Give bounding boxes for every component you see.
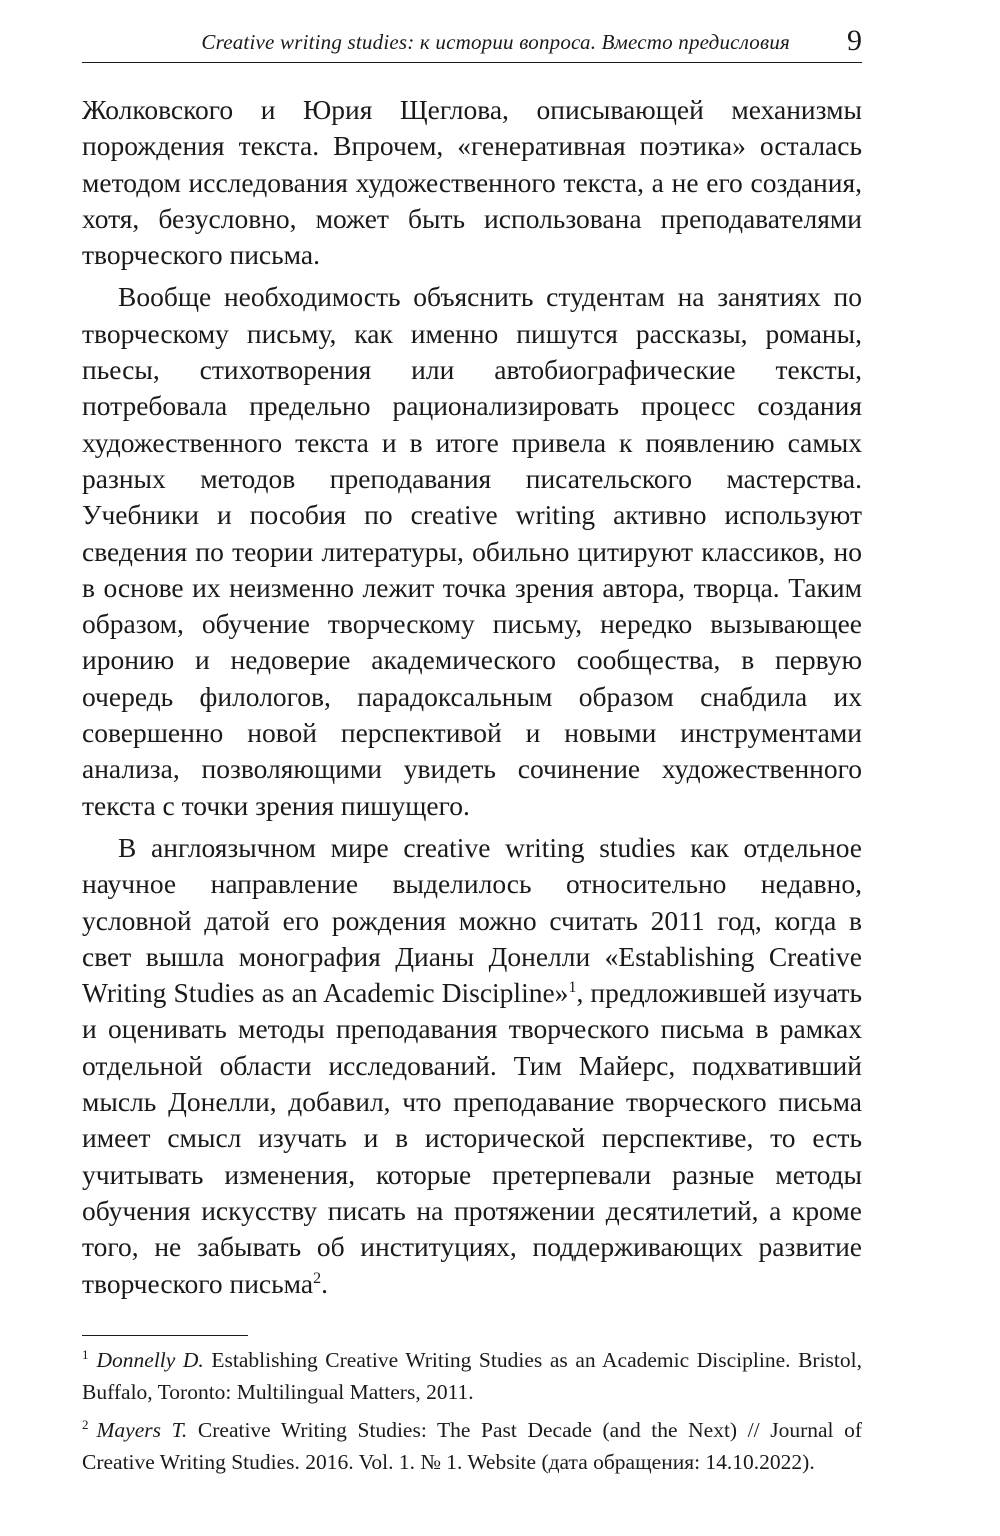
- footnote-ref-2: 2: [313, 1269, 322, 1287]
- paragraph-2: Вообще необходимость объяснить студентам на занятиях по творческому письму, как именно пишутся рассказы, романы, пьесы, стихотворения или автобиографические тексты, потребовала предельно рационализировать процесс создания художественного текста и в итоге привела к появлению самых разных методов преподавания писательского мастерства. Учебники и пособия по creative writing активно используют сведения по теории литературы, обильно цитируют классиков, но в основе их неизменно лежит точка зрения автора, творца. Таким образом, обучение творческому письму, нередко вызывающее иронию и недоверие академического сообщества, в первую очередь филологов, парадоксальным образом снабдила их совершенно новой перспективой и новыми инструментами анализа, позволяющими увидеть сочинение художественного текста с точки зрения пишущего.: [82, 281, 862, 821]
- running-title: Creative writing studies: к истории вопроса. Вместо предисловия: [201, 30, 790, 54]
- footnote-1-text: Establishing Creative Writing Studies as an Academic Discipline. Bristol, Buffalo, Toronto: Multilingual Matters, 2011.: [82, 1348, 862, 1404]
- footnote-divider: [82, 1335, 248, 1336]
- running-header: [82, 24, 862, 63]
- footnote-marker-1: 1: [82, 1347, 89, 1362]
- footnote-1: [82, 1345, 862, 1408]
- footnotes: [82, 1345, 862, 1485]
- paragraph-3-text-start: В англоязычном мире creative writing studies как отдельное научное направление выделилось относительно недавно, условной датой его рождения можно считать 2011 год, когда в свет вышла монография Дианы Донелли «Establishing Creative Writing Studies as an Academic Discipline»: [82, 831, 862, 1009]
- paragraph-3-text-middle: , предложившей изучать и оценивать методы преподавания творческого письма в рамках отдельной области исследований. Тим Майерс, подхвативший мысль Донелли, добавил, что преподавание творческого письма имеет смысл изучать и в исторической перспективе, то есть учитывать изменения, которые претерпевали разные методы обучения искусству писать на протяжении десятилетий, а кроме того, не забывать об институциях, поддерживающих развитие творческого письма: [82, 977, 863, 1299]
- footnote-ref-1: 1: [568, 979, 577, 997]
- main-text: [82, 92, 862, 1302]
- book-page: [82, 0, 862, 1536]
- footnote-2-text: Creative Writing Studies: The Past Decade (and the Next) // Journal of Creative Writing Studies. 2016. Vol. 1. № 1. Website (дата обращения: 14.10.2022).: [82, 1418, 862, 1474]
- page-number: 9: [847, 24, 862, 57]
- footnote-marker-2: 2: [82, 1417, 89, 1432]
- footnote-1-author: Donnelly D.: [96, 1348, 204, 1372]
- paragraph-3: [82, 830, 862, 1302]
- footnote-2-author: Mayers T.: [96, 1418, 188, 1442]
- paragraph-3-text-end: .: [321, 1267, 328, 1299]
- paragraph-1: Жолковского и Юрия Щеглова, описывающей механизмы порождения текста. Впрочем, «генеративная поэтика» осталась методом исследования художественного текста, а не его создания, хотя, безусловно, может быть использована преподавателями творческого письма.: [82, 94, 862, 271]
- footnote-2: [82, 1415, 862, 1478]
